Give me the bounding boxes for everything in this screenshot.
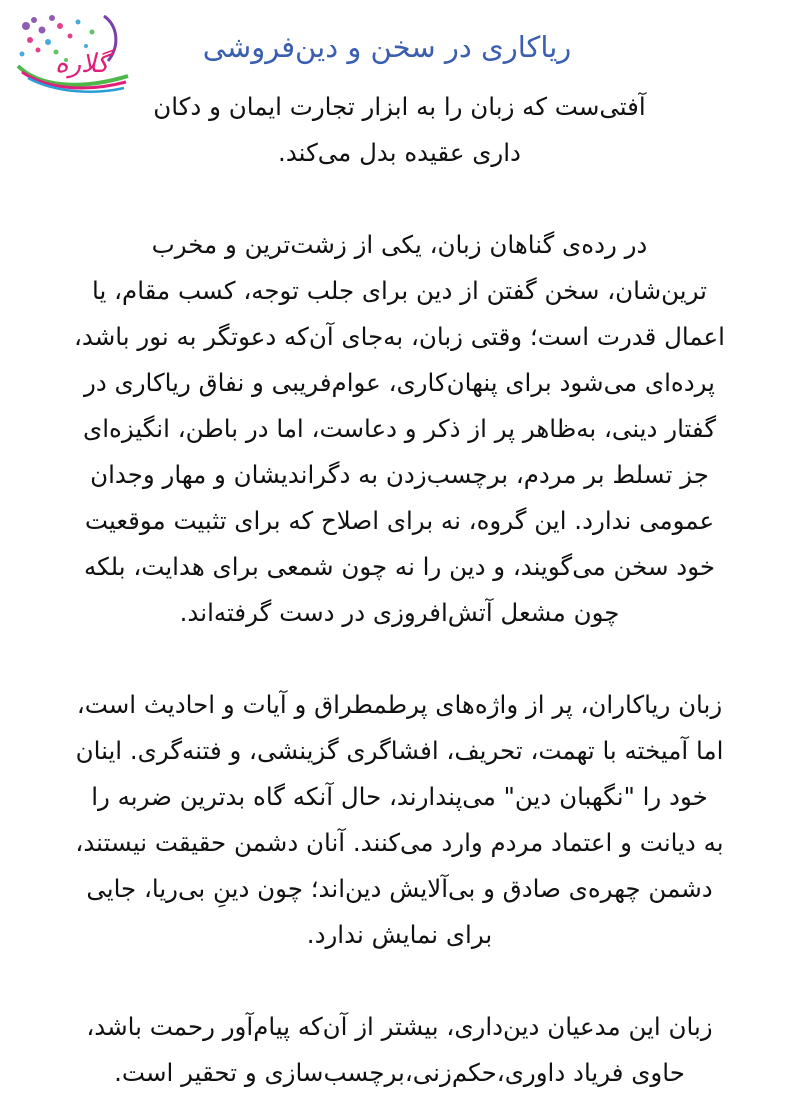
text-line: زبان ریاکاران، پر از واژه‌های پرطمطراق و آیات و احادیث است، bbox=[76, 690, 723, 719]
text-line: زبان این مدعیان دین‌داری، بیشتر از آن‌که پیام‌آور رحمت باشد، bbox=[86, 1012, 713, 1041]
text-line: اعمال قدرت است؛ وقتی زبان، به‌جای آن‌که دعوتگر به نور باشد، bbox=[74, 322, 725, 351]
text-line: داری عقیده بدل می‌کند. bbox=[278, 138, 521, 167]
text-line: به دیانت و اعتماد مردم وارد می‌کنند. آنان دشمن حقیقت نیستند، bbox=[75, 828, 724, 857]
svg-text:گلاره: گلاره bbox=[54, 49, 110, 79]
page-title: ریاکاری در سخن و دین‌فروشی bbox=[202, 30, 572, 64]
paragraph-gap bbox=[40, 636, 759, 682]
text-line: حاوی فریاد داوری،حکم‌زنی،برچسب‌سازی و تحقیر است. bbox=[114, 1058, 685, 1087]
text-line: آفتی‌ست که زبان را به ابزار تجارت ایمان و دکان bbox=[153, 92, 646, 121]
paragraph-intro bbox=[40, 84, 759, 176]
text-line: اما آمیخته با تهمت، تحریف، افشاگری گزینشی، و فتنه‌گری. اینان bbox=[75, 736, 724, 765]
text-line: برای نمایش ندارد. bbox=[306, 920, 493, 949]
text-line: جز تسلط بر مردم، برچسب‌زدن به دگراندیشان و مهار وجدان bbox=[90, 460, 709, 489]
text-line: عمومی ندارد. این گروه، نه برای اصلاح که برای تثبیت موقعیت bbox=[84, 506, 715, 535]
text-line: خود سخن می‌گویند، و دین را نه چون شمعی برای هدایت، بلکه bbox=[83, 552, 716, 581]
text-line: چون مشعل آتش‌افروزی در دست گرفته‌اند. bbox=[179, 598, 620, 627]
paragraph-main bbox=[40, 222, 759, 636]
text-line: خود را "نگهبان دین" می‌پندارند، حال آنکه گاه بدترین ضربه را bbox=[91, 782, 708, 811]
article-body bbox=[40, 84, 759, 1096]
text-line: گفتار دینی، به‌ظاهر پر از ذکر و دعاست، اما در باطن، انگیزه‌ای bbox=[83, 414, 716, 443]
text-line: ترین‌شان، سخن گفتن از دین برای جلب توجه، کسب مقام، یا bbox=[92, 276, 707, 305]
paragraph-gap bbox=[40, 958, 759, 1004]
paragraph-conclusion bbox=[40, 1004, 759, 1096]
text-line: پرده‌ای می‌شود برای پنهان‌کاری، عوام‌فریبی و نفاق ریاکاری در bbox=[84, 368, 715, 397]
paragraph-hypocrites bbox=[40, 682, 759, 958]
text-line: در رده‌ی گناهان زبان، یکی از زشت‌ترین و مخرب bbox=[151, 230, 648, 259]
text-line: دشمن چهره‌ی صادق و بی‌آلایش دین‌اند؛ چون دینِ بی‌ریا، جایی bbox=[86, 874, 713, 903]
paragraph-gap bbox=[40, 176, 759, 222]
